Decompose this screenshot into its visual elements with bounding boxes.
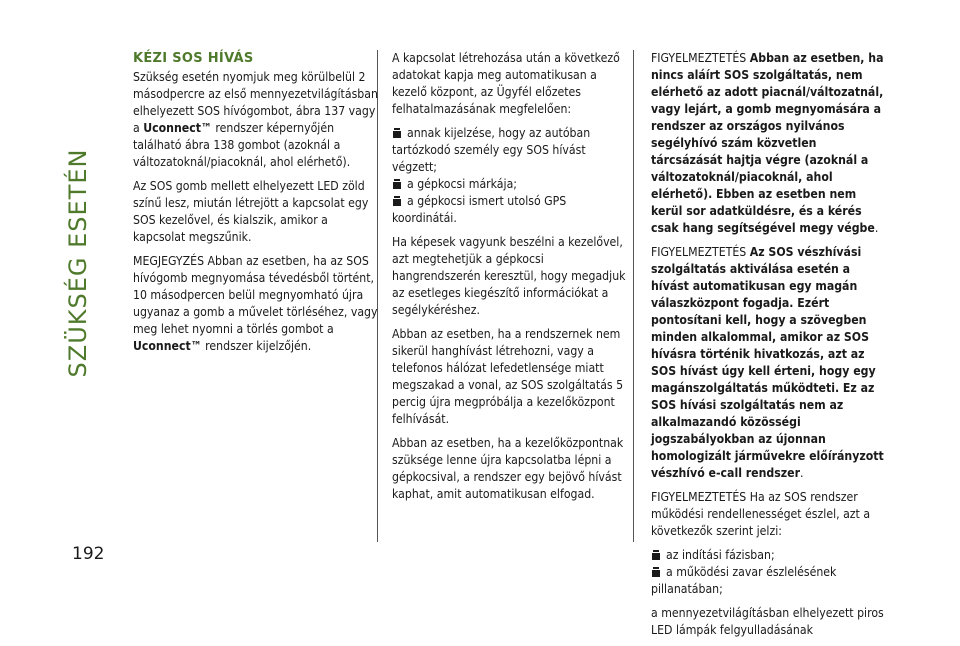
paragraph-led: Az SOS gomb mellett elhelyezett LED zöld színű lesz, miután létrejött a kapcsolat egy SOS kezelővel, és kialszik, amikor a kapcsolat megszűnik. [133,179,369,244]
brand-uconnect: Uconnect™ [143,121,212,135]
list-item [651,547,891,564]
warning-text: Ha az SOS rendszer működési rendellenességet észlel, azt a következők szerint jelzi: [651,490,871,538]
paragraph-data-sent: A kapcsolat létrehozása után a következő adatokat kapja meg automatikusan a kezelő központ, az Ügyfél előzetes felhatalmazásának megfelelően: [392,51,620,116]
warning-2 [651,244,891,482]
square-bullet-icon [651,550,661,560]
brand-uconnect: Uconnect™ [133,339,202,353]
square-bullet-icon [392,196,402,206]
bullet-list [651,547,891,598]
text-span: rendszer kijelzőjén. [201,339,312,353]
text-span: MEGJEGYZÉS Abban az esetben, ha az SOS hívógomb megnyomása tévedésből történt, 10 másodpercen belül megnyomható újra ugyanaz a gomb a művelet törléséhez, vagy meg lehet nyomni a törlés gombot a [133,254,378,336]
list-item-text: a működési zavar észlelésének pillanatában; [651,565,837,596]
text-span: rendszer képernyőjén található ábra 138 gombot (azoknál a változatoknál/piacoknál, ahol elérhető). [133,121,351,169]
square-bullet-icon [392,128,402,138]
list-item-text: az indítási fázisban; [666,548,775,562]
square-bullet-icon [392,179,402,189]
warning-label: FIGYELMEZTETÉS [651,245,747,259]
section-heading: KÉZI SOS HÍVÁS [133,51,254,66]
list-item [392,125,630,176]
column-2 [392,50,630,510]
warning-text: Az SOS vészhívási szolgáltatás aktiválása esetén a hívást automatikusan egy magán válaszközpont fogadja. Ezért pontosítani kell, hogy a szövegben minden alkalommal, amikor az SOS hívásra történik hivatkozás, azt az SOS hívást úgy kell érteni, hogy egy magánszolgáltatás működteti. Ez az SOS hívási szolgáltatás nem az alkalmazandó közösségi jogszabályokban az újonnan homologizált járművekre előírányzott vészhívó e-call rendszer [651,245,884,480]
text-span: . [800,466,804,480]
bullet-list [392,125,630,227]
paragraph-callback: Abban az esetben, ha a kezelőközpontnak szüksége lenne újra kapcsolatba lépni a gépkocsival, a rendszer egy bejövő hívást kaphat, amit automatikusan elfogad. [392,436,624,501]
warning-label: FIGYELMEZTETÉS [651,490,747,504]
column-3 [651,50,891,646]
text-span: . [874,221,879,235]
list-item [651,564,891,598]
list-item-text: a gépkocsi márkája; [407,177,517,191]
warning-label: FIGYELMEZTETÉS [651,51,747,65]
paragraph-led-indication: a mennyezetvilágításban elhelyezett piros LED lámpák felgyulladásának [651,606,884,637]
warning-1 [651,50,891,237]
column-1 [133,50,378,362]
paragraph-note [133,253,378,355]
warning-text: Abban az esetben, ha nincs aláírt SOS szolgáltatás, nem elérhető az adott piacnál/változatnál, vagy lejárt, a gomb megnyomására a rendszer az országos nyilvános segélyhívó szám közvetlen tárcsázását hajtja végre (azoknál a változatoknál/piacoknál, ahol elérhető). Ebben az esetben nem kerül sor adatküldésre, és a kérés csak hang segítségével megy végbe [651,51,884,235]
column-divider-right [633,50,634,542]
page-number: 192 [72,544,105,564]
chapter-side-title: SZÜKSÉG ESETÉN [64,148,92,378]
paragraph-speak: Ha képesek vagyunk beszélni a kezelővel, azt megtehetjük a gépkocsi hangrendszerén keresztül, hogy megadjuk az esetleges kiegészítő információkat a segélykéréshez. [392,235,626,317]
paragraph-retry: Abban az esetben, ha a rendszernek nem sikerül hanghívást létrehozni, vagy a telefonos hálózat lefedetlensége miatt megszakad a vonal, az SOS szolgáltatás 5 percig újra megpróbálja a kezelőközpont felhívását. [392,327,624,426]
text-span: Szükség esetén nyomjuk meg körülbelül 2 másodpercre az első mennyezetvilágításban elhelyezett SOS hívógombot, ábra 137 vagy a [133,70,378,135]
list-item-text: annak kijelzése, hogy az autóban tartózkodó személy egy SOS hívást végzett; [392,126,591,174]
square-bullet-icon [651,567,661,577]
warning-3 [651,489,891,540]
list-item [392,193,630,227]
paragraph-manual-call [133,69,378,171]
list-item [392,176,630,193]
list-item-text: a gépkocsi ismert utolsó GPS koordinátái. [392,194,567,225]
